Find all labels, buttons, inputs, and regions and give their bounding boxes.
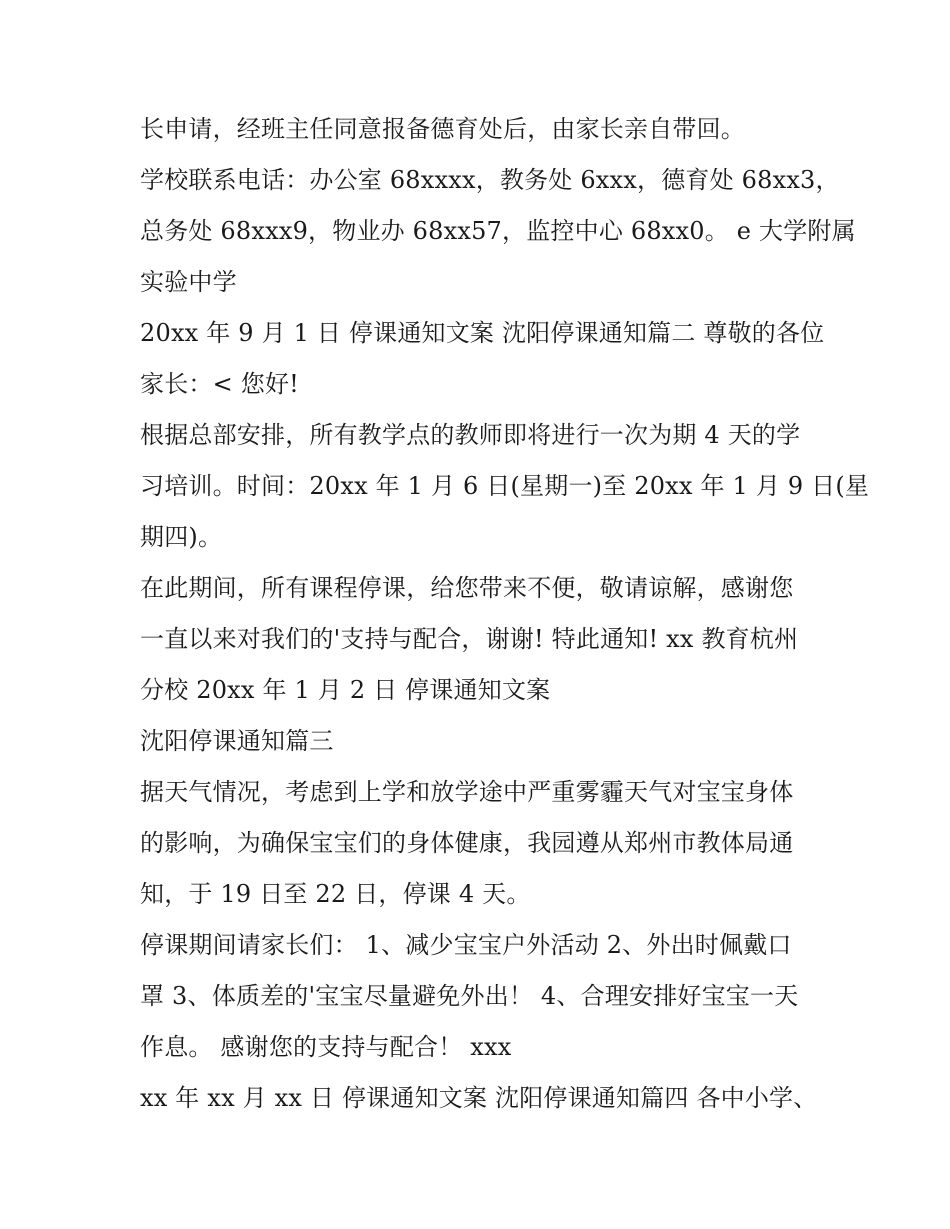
text-line: 习培训。时间：20xx 年 1 月 6 日(星期一)至 20xx 年 1 月 9 日(星: [140, 472, 870, 500]
text-line: 学校联系电话：办公室 68xxxx，教务处 6xxx，德育处 68xx3，: [140, 166, 840, 194]
text-line: 的影响，为确保宝宝们的身体健康，我园遵从郑州市教体局通: [140, 829, 794, 857]
text-line: 据天气情况，考虑到上学和放学途中严重雾霾天气对宝宝身体: [140, 778, 794, 806]
text-line: 一直以来对我们的'支持与配合，谢谢! 特此通知! xx 教育杭州: [140, 625, 799, 653]
text-line: 罩 3、体质差的'宝宝尽量避免外出！ 4、合理安排好宝宝一天: [140, 982, 799, 1010]
section-heading: 沈阳停课通知篇三: [140, 727, 334, 755]
text-line: 作息。 感谢您的支持与配合！ xxx: [140, 1033, 512, 1061]
text-line: 知，于 19 日至 22 日，停课 4 天。: [140, 880, 531, 908]
text-line: 期四)。: [140, 523, 223, 551]
document-body: [140, 104, 870, 1124]
text-line: 实验中学: [140, 268, 237, 296]
text-line: 根据总部安排，所有教学点的教师即将进行一次为期 4 天的学: [140, 421, 801, 449]
text-line: 停课期间请家长们： 1、减少宝宝户外活动 2、外出时佩戴口: [140, 931, 792, 959]
text-line: 分校 20xx 年 1 月 2 日 停课通知文案: [140, 676, 551, 704]
text-line: xx 年 xx 月 xx 日 停课通知文案 沈阳停课通知篇四 各中小学、: [140, 1084, 818, 1112]
text-line: 总务处 68xxx9，物业办 68xx57，监控中心 68xx0。 e 大学附属: [140, 217, 856, 245]
text-line: 长申请，经班主任同意报备德育处后，由家长亲自带回。: [140, 115, 745, 143]
text-line: 在此期间，所有课程停课，给您带来不便，敬请谅解，感谢您: [140, 574, 794, 602]
text-line: 家长：< 您好!: [140, 370, 299, 398]
text-line: 20xx 年 9 月 1 日 停课通知文案 沈阳停课通知篇二 尊敬的各位: [140, 319, 825, 347]
